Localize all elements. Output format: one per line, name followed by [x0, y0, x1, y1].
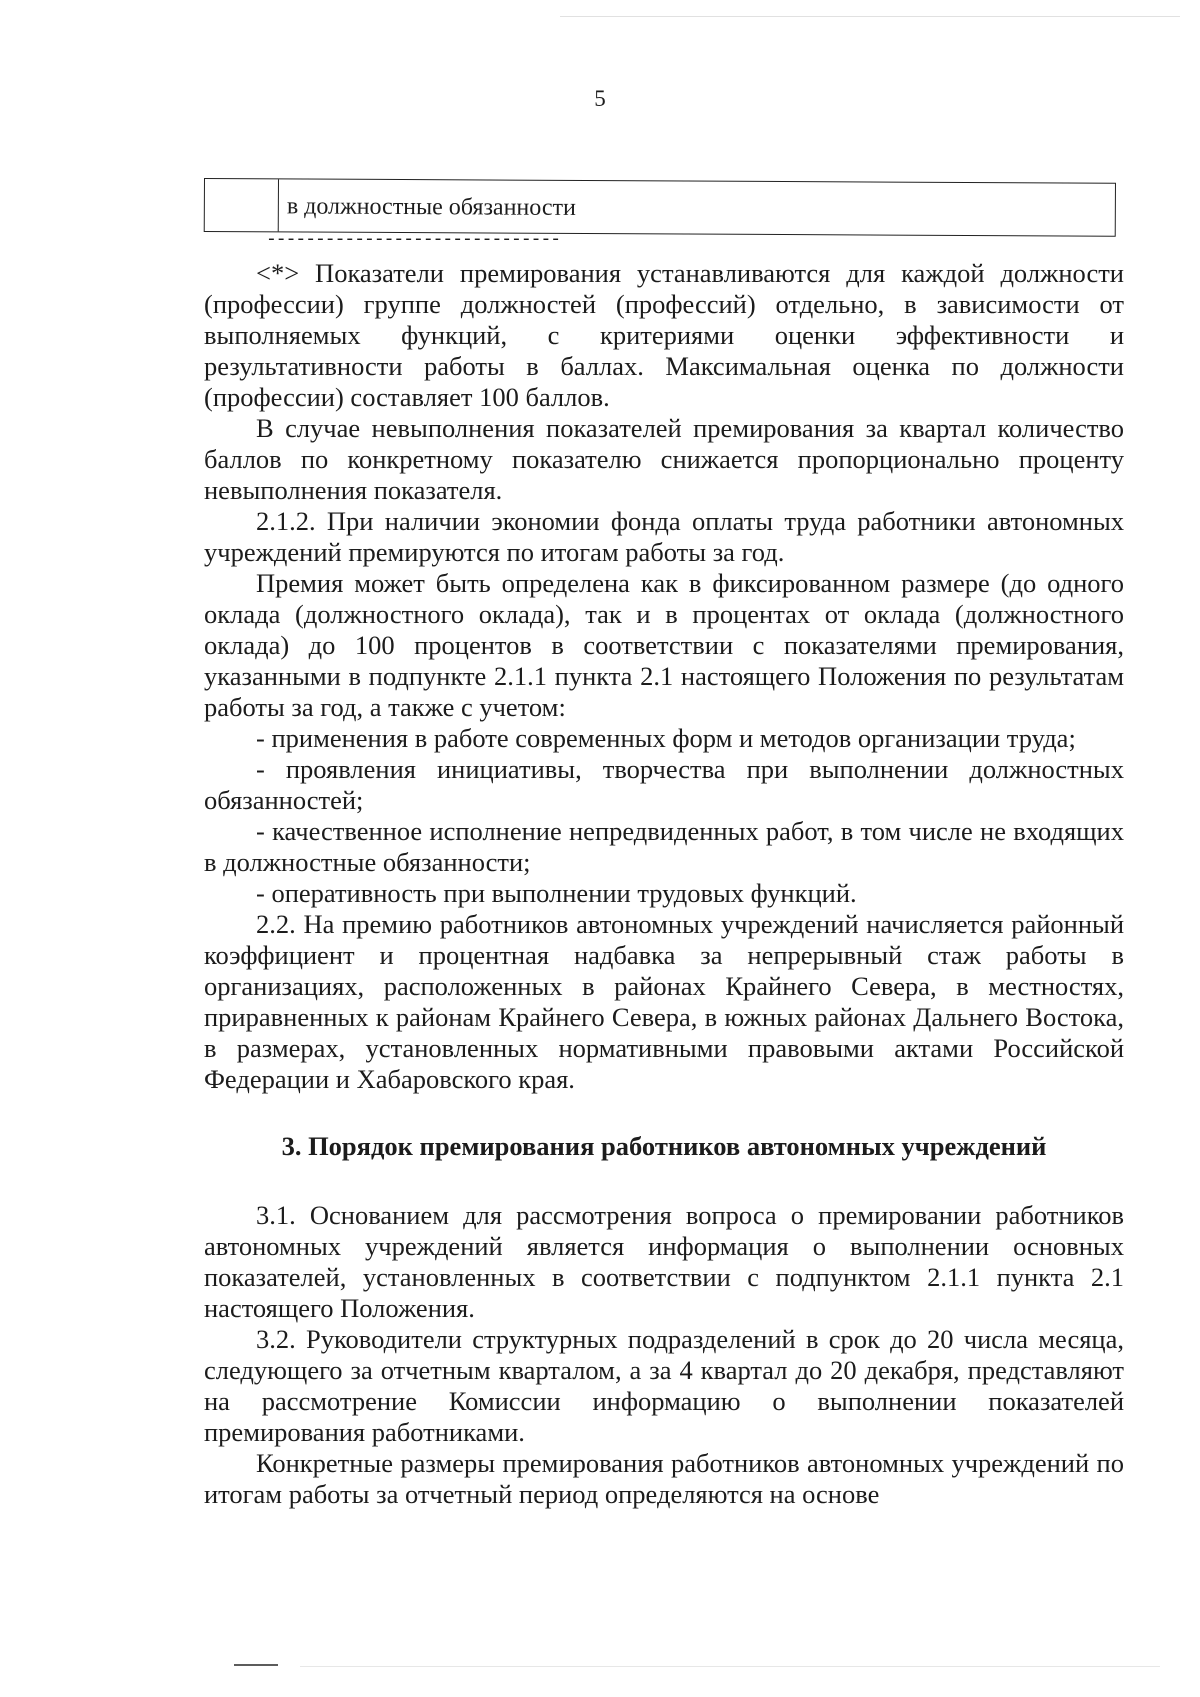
page-number: 5 [594, 86, 606, 111]
document-body [204, 258, 1124, 1510]
paragraph: В случае невыполнения показателей премирования за квартал количество баллов по конкретному показателю снижается пропорционально проценту невыполнения показателя. [204, 413, 1124, 505]
footnote-separator: ------------------------------ [266, 230, 561, 250]
paragraph: Премия может быть определена как в фиксированном размере (до одного оклада (должностного оклада), так и в процентах от оклада (должностного оклада) до 100 процентов в соответствии с показателями премирования, указанными в подпункте 2.1.1 пункта 2.1 настоящего Положения по результатам работы за год, а также с учетом: [204, 568, 1124, 722]
table-cell-text: в должностные обязанности [286, 193, 576, 221]
paragraph: Конкретные размеры премирования работников автономных учреждений по итогам работы за отчетный период определяются на основе [204, 1448, 1124, 1509]
section-heading: 3. Порядок премирования работников автономных учреждений [281, 1131, 1047, 1161]
scan-artifact-bottom [234, 1664, 278, 1666]
table-fragment [204, 178, 1116, 237]
table-cell-empty [205, 179, 279, 231]
scan-artifact-top [560, 16, 1180, 17]
list-item: - качественное исполнение непредвиденных работ, в том числе не входящих в должностные обязанности; [204, 816, 1124, 877]
paragraph: 3.1. Основанием для рассмотрения вопроса о премировании работников автономных учреждений является информация о выполнении основных показателей, установленных в соответствии с подпунктом 2.1.1 пункта 2.1 настоящего Положения. [204, 1200, 1124, 1323]
paragraph: 3.2. Руководители структурных подразделений в срок до 20 числа месяца, следующего за отчетным кварталом, а за 4 квартал до 20 декабря, представляют на рассмотрение Комиссии информацию о выполнении показателей премирования работниками. [204, 1324, 1124, 1447]
paragraph: 2.1.2. При наличии экономии фонда оплаты труда работники автономных учреждений премируются по итогам работы за год. [204, 506, 1124, 567]
list-item: - проявления инициативы, творчества при выполнении должностных обязанностей; [204, 754, 1124, 815]
paragraph: 2.2. На премию работников автономных учреждений начисляется районный коэффициент и процентная надбавка за непрерывный стаж работы в организациях, расположенных в районах Крайнего Севера, в местностях, приравненных к районам Крайнего Севера, в южных районах Дальнего Востока, в размерах, установленных нормативными правовыми актами Российской Федерации и Хабаровского края. [204, 909, 1124, 1094]
list-item: - применения в работе современных форм и методов организации труда; [256, 723, 1076, 753]
list-item: - оперативность при выполнении трудовых функций. [256, 878, 857, 908]
scan-artifact-bottom-line [300, 1666, 1160, 1667]
footnote-paragraph: <*> Показатели премирования устанавливаются для каждой должности (профессии) группе должностей (профессий) отдельно, в зависимости от выполняемых функций, с критериями оценки эффективности и результативности работы в баллах. Максимальная оценка по должности (профессии) составляет 100 баллов. [204, 258, 1124, 412]
